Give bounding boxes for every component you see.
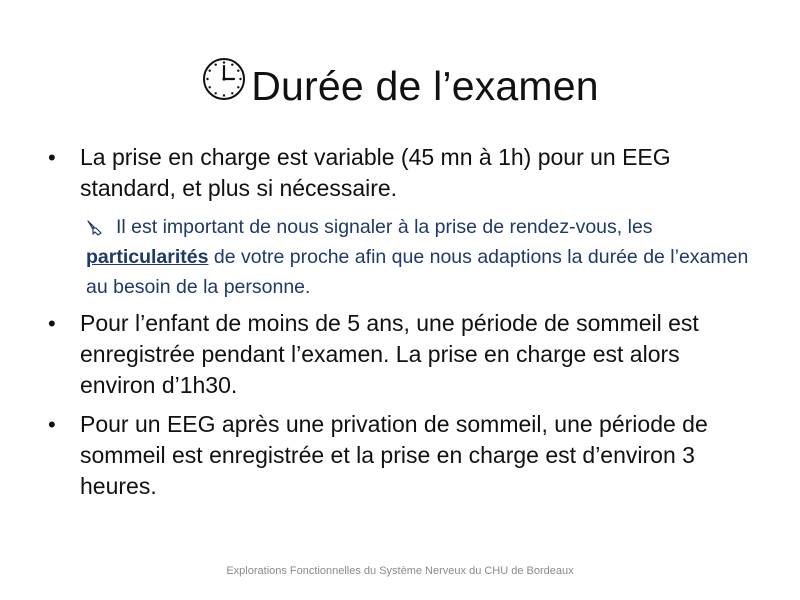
bullet-item bbox=[42, 308, 752, 401]
pointing-hand-icon bbox=[86, 219, 106, 237]
sub-bullet-item bbox=[86, 212, 752, 302]
slide-title: Durée de l’examen bbox=[251, 62, 599, 109]
bullet-item bbox=[42, 409, 752, 502]
bullet-item bbox=[42, 142, 752, 204]
bullet-text: Pour l’enfant de moins de 5 ans, une période de sommeil est enregistrée pendant l’examen. La prise en charge est alors environ d’1h30. bbox=[80, 310, 699, 398]
title-bar bbox=[0, 46, 800, 126]
sub-bullet-text-after: de votre proche afin que nous adaptions la durée de l’examen au besoin de la personne. bbox=[86, 246, 749, 298]
emphasis-particularites: particularités bbox=[86, 246, 209, 268]
bullet-text: Pour un EEG après une privation de sommeil, une période de sommeil est enregistrée et la prise en charge est d’environ 3 heures. bbox=[80, 411, 708, 499]
slide-footer: Explorations Fonctionnelles du Système Nerveux du CHU de Bordeaux bbox=[226, 565, 574, 577]
bullet-text: La prise en charge est variable (45 mn à 1h) pour un EEG standard, et plus si nécessaire. bbox=[80, 144, 671, 201]
bullet-list bbox=[42, 142, 752, 510]
clock-icon bbox=[201, 56, 247, 102]
sub-bullet-text-before: Il est important de nous signaler à la prise de rendez-vous, les bbox=[116, 216, 653, 238]
